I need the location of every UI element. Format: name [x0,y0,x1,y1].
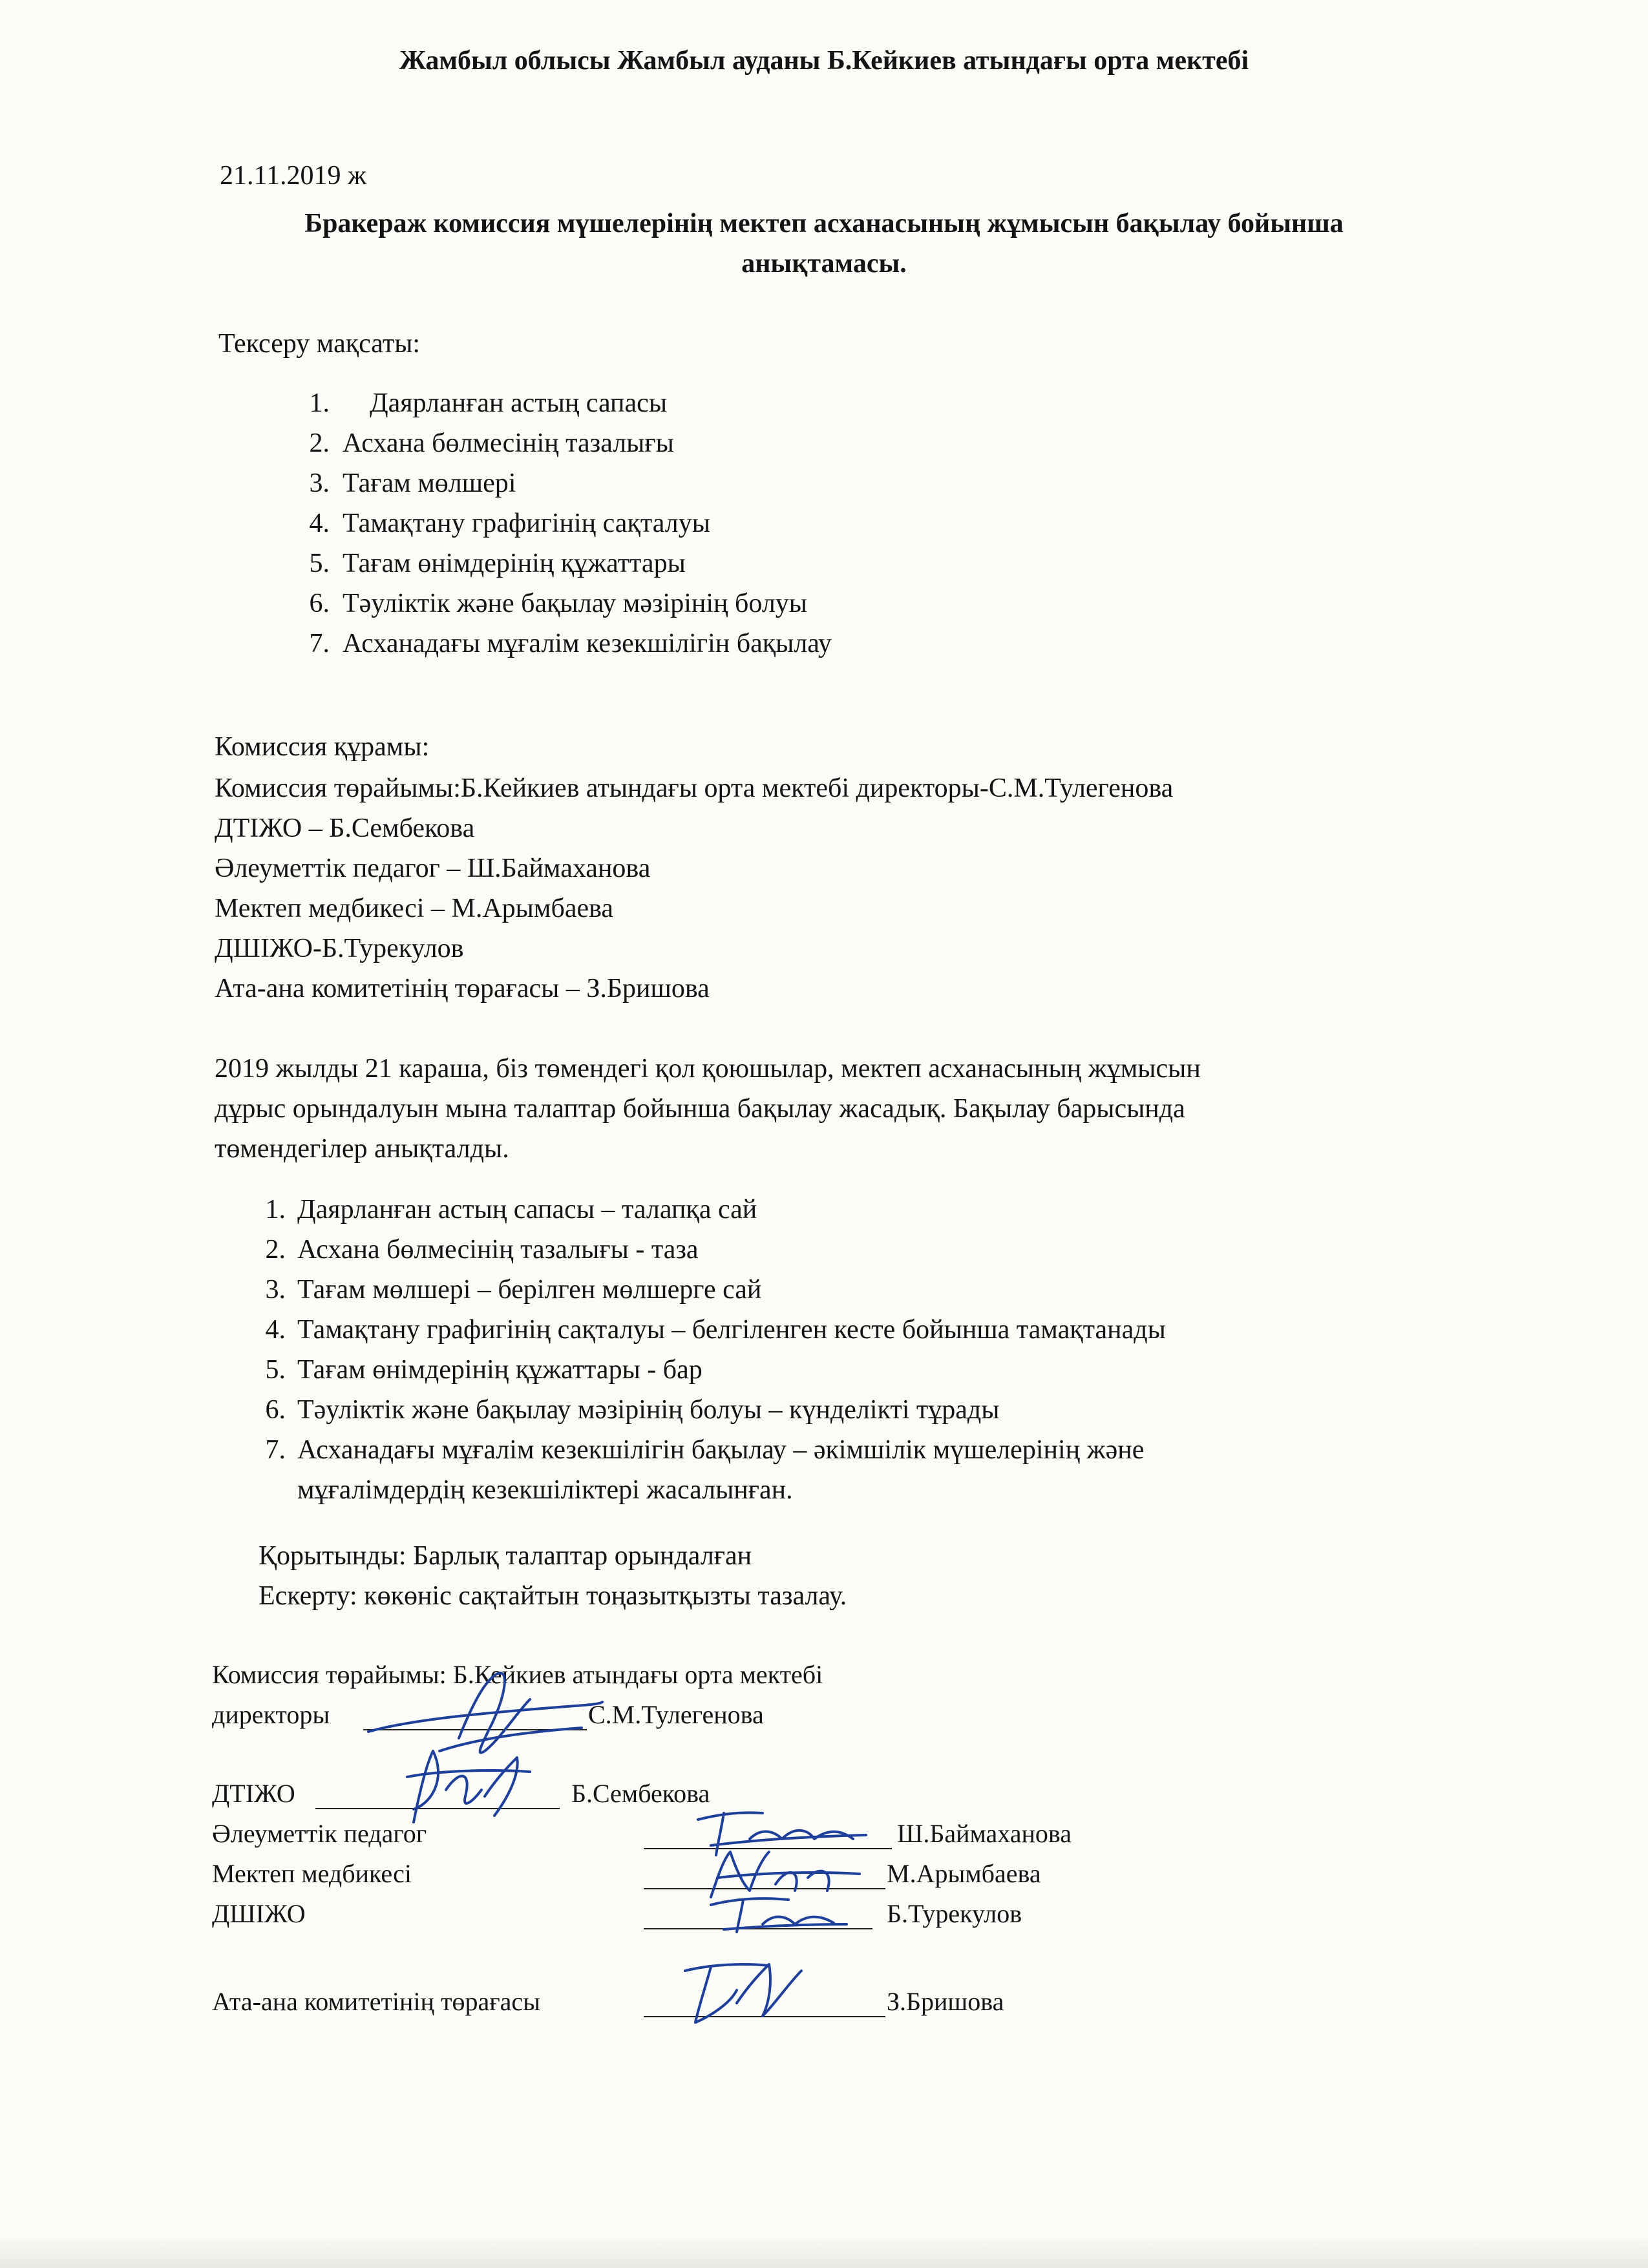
goals-heading: Тексеру мақсаты: [218,329,421,359]
document-title-line2: анықтамасы. [741,249,907,278]
dtizho-name: Б.Сембекова [571,1779,710,1808]
scan-edge-shadow [0,2236,1648,2268]
commission-member: Мектеп медбикесі – М.Арымбаева [215,894,614,923]
nurse-name: М.Арымбаева [887,1859,1041,1888]
intro-line: төмендегілер анықталды. [215,1134,509,1164]
dshizho-role: ДШІЖО [212,1899,306,1928]
note: Ескерту: көкөніс сақтайтын тоңазытқызты тазалау. [259,1581,847,1611]
intro-line: дұрыс орындалуын мына талаптар бойынша бақылау жасадық. Бақылау барысында [215,1094,1185,1124]
parent-name: З.Бришова [887,1987,1004,2016]
chair-signature-line1: Комиссия төрайымы: Б.Кейкиев атындағы орта мектебі [212,1660,823,1689]
school-header: Жамбыл облысы Жамбыл ауданы Б.Кейкиев атындағы орта мектебі [399,46,1249,76]
commission-member: Ата-ана комитетінің төрағасы – З.Бришова [215,974,710,1003]
intro-line: 2019 жылды 21 караша, біз төмендегі қол қоюшылар, мектеп асханасының жұмысын [215,1054,1201,1084]
parent-handwritten-signature-icon [672,1945,814,2035]
chair-name: С.М.Тулегенова [588,1700,764,1729]
document-page: Жамбыл облысы Жамбыл ауданы Б.Кейкиев атындағы орта мектебі 21.11.2019 ж Бракераж комиссия мүшелерінің мектеп асханасының жұмысын бақылау бойынша анықтамасы. Тексеру мақсаты: 1. Даярланған астың сапасы 2. Асхана бөлмесінің тазалығы 3. Тағам мөлшері 4. Тамақтану графигінің сақталуы 5. Тағам өнімдерінің құжаттары 6. Тәуліктік және бақылау мәзірінің болуы 7. Асханадағы мұғалім кезекшілігін бақылау Комиссия құрамы: Комиссия төрайымы:Б.Кейкиев атындағы орта мектебі директоры-С.М.Тулегенова ДТІЖО – Б.Сембекова Әлеуметтік педагог – Ш.Баймаханова Мектеп медбикесі – М.Арымбаева ДШІЖО-Б.Турекулов Ата-ана комитетінің төрағасы – З.Бришова 2019 жылды 21 караша, біз төмендегі қол қоюшылар, мектеп асханасының жұмысын дұрыс орындалуын мына талаптар бойынша бақылау жасадық. Бақылау барысында төмендегілер анықталды. 1. Даярланған астың сапасы – талапқа сай 2. Асхана бөлмесінің тазалығы - таза 3. Тағам мөлшері – берілген мөлшерге сай 4. Тамақтану графигінің сақталуы – белгіленген кесте бойынша тамақтанады 5. Тағам өнімдерінің құжаттары - бар 6. Тәуліктік және бақылау мәзірінің болуы – күнделікті тұрады 7. Асханадағы мұғалім кезекшілігін бақылау – әкімшілік мүшелерінің және мұғалімдердің кезекшіліктері жасалынған. Қорытынды: Барлық талаптар орындалған Ескерту: көкөніс сақтайтын тоңазытқызты тазалау. Комиссия төрайымы: Б.Кейкиев атындағы орта мектебі директоры С.М.Тулегенова ДТІЖО Б.Сембекова Әлеуметтік педагог Ш.Баймаханова Мектеп медбикесі М.Арымбаева ДШІЖО Б.Турекулов Ата-ана комитетінің төрағасы З.Бришова [0,0,1648,2268]
commission-member: Комиссия төрайымы:Б.Кейкиев атындағы орта мектебі директоры-С.М.Тулегенова [215,773,1174,803]
social-role: Әлеуметтік педагог [212,1819,427,1848]
parent-role: Ата-ана комитетінің төрағасы [212,1987,540,2016]
dshizho-name: Б.Турекулов [887,1899,1022,1928]
chair-role: директоры [212,1700,330,1729]
commission-member: ДТІЖО – Б.Сембекова [215,814,475,843]
commission-member: Әлеуметтік педагог – Ш.Баймаханова [215,854,651,883]
list-item-continuation: мұғалімдердің кезекшіліктері жасалынған. [297,1475,793,1505]
dtizho-handwritten-signature-icon [388,1738,543,1835]
social-name: Ш.Баймаханова [897,1819,1072,1848]
nurse-role: Мектеп медбикесі [212,1859,412,1888]
dshizho-handwritten-signature-icon [698,1885,860,1944]
document-title-line1: Бракераж комиссия мүшелерінің мектеп асханасының жұмысын бақылау бойынша [304,209,1344,238]
commission-heading: Комиссия құрамы: [215,732,430,762]
commission-member: ДШІЖО-Б.Турекулов [215,934,464,963]
document-date: 21.11.2019 ж [220,161,366,191]
dtizho-role: ДТІЖО [212,1779,295,1808]
conclusion: Қорытынды: Барлық талаптар орындалған [259,1541,752,1571]
